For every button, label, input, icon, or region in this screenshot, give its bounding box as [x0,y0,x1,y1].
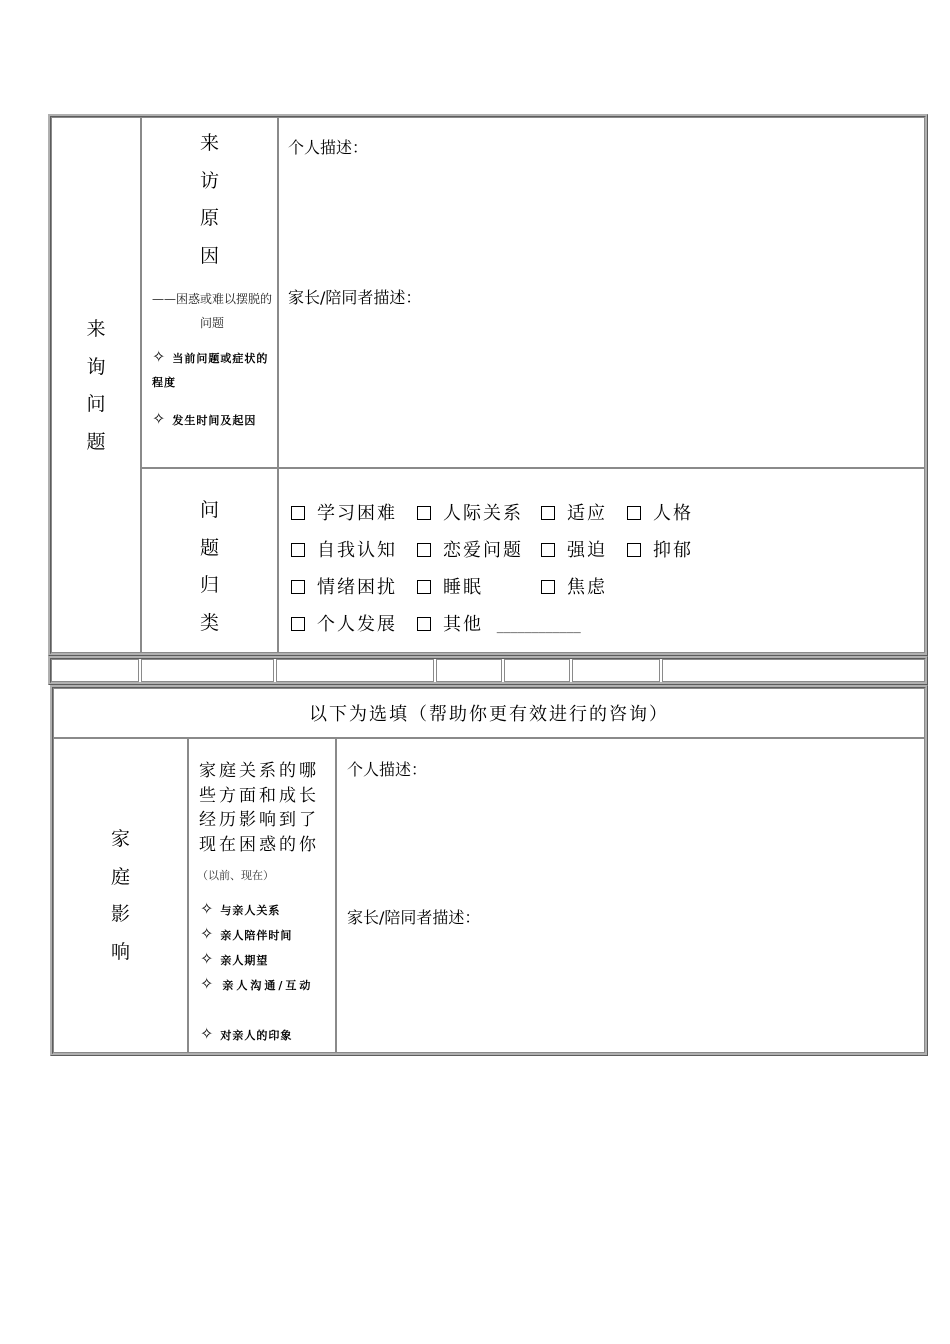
option-anxiety[interactable]: 焦虑 [541,573,607,599]
option-learning[interactable]: 学习困难 [291,499,397,525]
spacer-cell [51,659,139,682]
optional-header-cell [53,688,925,738]
checkbox-icon[interactable] [417,506,431,520]
option-personal-development[interactable]: 个人发展 [291,610,397,636]
four-point-star-icon: ✧ [200,974,217,993]
checkbox-icon[interactable] [541,543,555,557]
spacer-cell [141,659,274,682]
problem-category-title-cell [141,468,278,653]
spacer-cell [572,659,660,682]
option-other[interactable]: 其他 ____________ [417,610,581,636]
checkbox-icon[interactable] [291,580,305,594]
four-point-star-icon: ✧ [200,1024,215,1043]
family-question-cell [188,738,336,1053]
four-point-star-icon: ✧ [152,347,167,366]
visit-issue-title: 来 询 问 题 [86,318,106,453]
problem-category-title: 问 题 归 类 [199,499,219,634]
spacer-cell [504,659,570,682]
optional-header: 以下为选填（帮助你更有效进行的咨询） [309,704,669,725]
option-compulsion[interactable]: 强迫 [541,536,607,562]
family-bullet: ✧ 亲人陪伴时间 [200,924,293,943]
family-question-note: （以前、现在） [197,869,274,882]
option-adaptation[interactable]: 适应 [541,499,607,525]
checkbox-icon[interactable] [291,617,305,631]
spacer-cell [436,659,502,682]
checkbox-icon[interactable] [627,543,641,557]
visit-description-cell[interactable] [278,117,925,468]
visit-reason-title: 来 访 原 因 [199,132,219,267]
option-relationships[interactable]: 人际关系 [417,499,523,525]
checkbox-icon[interactable] [417,580,431,594]
family-question: 家庭关系的哪些方面和成长经历影响到了现在困惑的你 [199,761,319,855]
family-influence-title: 家 庭 影 响 [110,828,130,963]
problem-category-options-cell [278,468,925,653]
family-bullet: ✧ 对亲人的印象 [200,1024,293,1043]
four-point-star-icon: ✧ [200,924,215,943]
four-point-star-icon: ✧ [152,409,167,428]
checkbox-icon[interactable] [291,506,305,520]
four-point-star-icon: ✧ [200,949,215,968]
family-bullet: ✧ 亲人沟通/互动 [200,974,314,993]
option-depression[interactable]: 抑郁 [627,536,693,562]
checkbox-icon[interactable] [541,580,555,594]
visit-reason-bullet: ✧ 发生时间及起因 [152,409,257,428]
option-emotion[interactable]: 情绪困扰 [291,573,397,599]
checkbox-icon[interactable] [417,543,431,557]
personal-description-label: 个人描述： [288,138,369,157]
checkbox-icon[interactable] [627,506,641,520]
family-bullet: ✧ 与亲人关系 [200,899,281,918]
option-romance[interactable]: 恋爱问题 [417,536,523,562]
four-point-star-icon: ✧ [200,899,215,918]
spacer-cell [662,659,925,682]
visit-reason-subtitle: ——困惑或难以摆脱的问题 [151,292,272,330]
option-self-cognition[interactable]: 自我认知 [291,536,397,562]
checkbox-icon[interactable] [541,506,555,520]
visit-issue-title-cell [51,117,141,653]
visit-reason-cell [141,117,278,468]
other-blank-input[interactable]: ____________ [496,618,581,634]
option-personality[interactable]: 人格 [627,499,693,525]
family-personal-label: 个人描述： [347,760,428,779]
guardian-description-label: 家长/陪同者描述： [288,288,422,307]
family-bullet: ✧ 亲人期望 [200,949,269,968]
checkbox-icon[interactable] [291,543,305,557]
checkbox-icon[interactable] [417,617,431,631]
family-description-cell[interactable] [336,738,925,1053]
family-influence-title-cell [53,738,188,1053]
spacer-cell [276,659,434,682]
family-guardian-label: 家长/陪同者描述： [347,908,481,927]
option-sleep[interactable]: 睡眠 [417,573,483,599]
visit-reason-bullet: ✧ 当前问题或症状的程度 [152,347,269,389]
